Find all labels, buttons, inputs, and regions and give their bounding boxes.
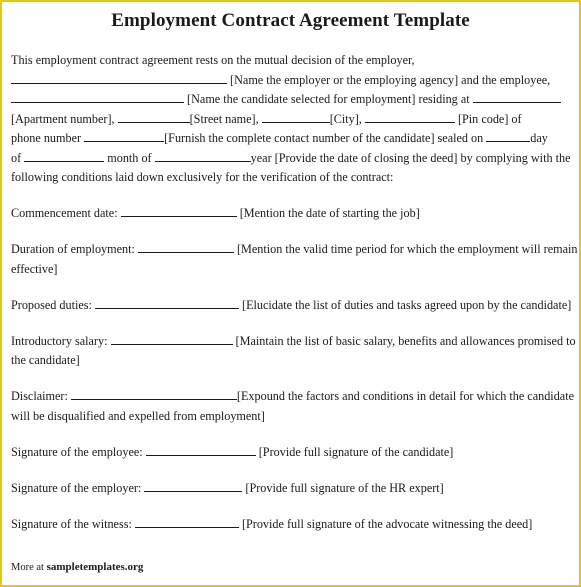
commencement-date-blank[interactable] [121, 204, 237, 217]
clause-disclaimer: Disclaimer: [Expound the factors and conditions in detail for which the candidate [11, 389, 574, 403]
clause-signature-employer: Signature of the employer: [Provide full signature of the HR expert] [11, 480, 444, 495]
clause-salary: Introductory salary: [Maintain the list of basic salary, benefits and allowances promised to [11, 333, 576, 348]
document-title: Employment Contract Agreement Template [111, 10, 470, 31]
street-blank[interactable] [262, 110, 330, 123]
intro-line-7: following conditions laid down exclusively for the verification of the contract: [11, 170, 394, 184]
footer-site-link[interactable]: sampletemplates.org [46, 561, 144, 573]
witness-signature-blank[interactable] [135, 515, 239, 528]
clause-disclaimer-cont: will be disqualified and expelled from employment] [11, 408, 265, 423]
clause-commencement: Commencement date: [Mention the date of starting the job] [11, 206, 420, 220]
employer-signature-blank[interactable] [144, 479, 242, 492]
clause-duties: Proposed duties: [Elucidate the list of duties and tasks agreed upon by the candidate] [11, 297, 572, 312]
intro-line-6: of month of year [Provide the date of closing the deed] by complying with the [11, 150, 571, 165]
residence-blank[interactable] [473, 90, 561, 103]
phone-blank[interactable] [84, 129, 164, 142]
candidate-name-blank[interactable] [11, 90, 184, 103]
salary-blank[interactable] [111, 332, 233, 345]
intro-line-4: [Apartment number], [Street name], [City], [Pin code] of [11, 111, 522, 126]
city-blank[interactable] [365, 110, 455, 123]
clause-signature-employee: Signature of the employee: [Provide full signature of the candidate] [11, 444, 454, 459]
clause-salary-cont: the candidate] [11, 353, 80, 367]
intro-line-1: This employment contract agreement rests on the mutual decision of the employer, [11, 53, 415, 67]
footer-prefix: More at [11, 562, 44, 573]
clause-signature-witness: Signature of the witness: [Provide full signature of the advocate witnessing the deed] [11, 516, 533, 531]
day-blank[interactable] [486, 129, 530, 142]
employer-name-blank[interactable] [11, 71, 227, 84]
employee-signature-blank[interactable] [146, 443, 256, 456]
clause-duration: Duration of employment: [Mention the valid time period for which the employment will remain [11, 242, 578, 256]
intro-line-2: [Name the employer or the employing agency] and the employee, [11, 71, 570, 91]
duration-blank[interactable] [138, 240, 234, 253]
footer-credit [11, 561, 143, 573]
duties-blank[interactable] [95, 296, 239, 309]
intro-line-3: [Name the candidate selected for employment] residing at [11, 90, 570, 110]
month-blank[interactable] [155, 149, 251, 162]
intro-line-5: phone number [Furnish the complete contact number of the candidate] sealed on day [11, 131, 548, 145]
apartment-blank[interactable] [118, 110, 190, 123]
date-blank[interactable] [24, 149, 104, 162]
clause-duration-cont: effective] [11, 261, 58, 276]
document-body [11, 51, 578, 534]
disclaimer-blank[interactable] [71, 387, 237, 400]
